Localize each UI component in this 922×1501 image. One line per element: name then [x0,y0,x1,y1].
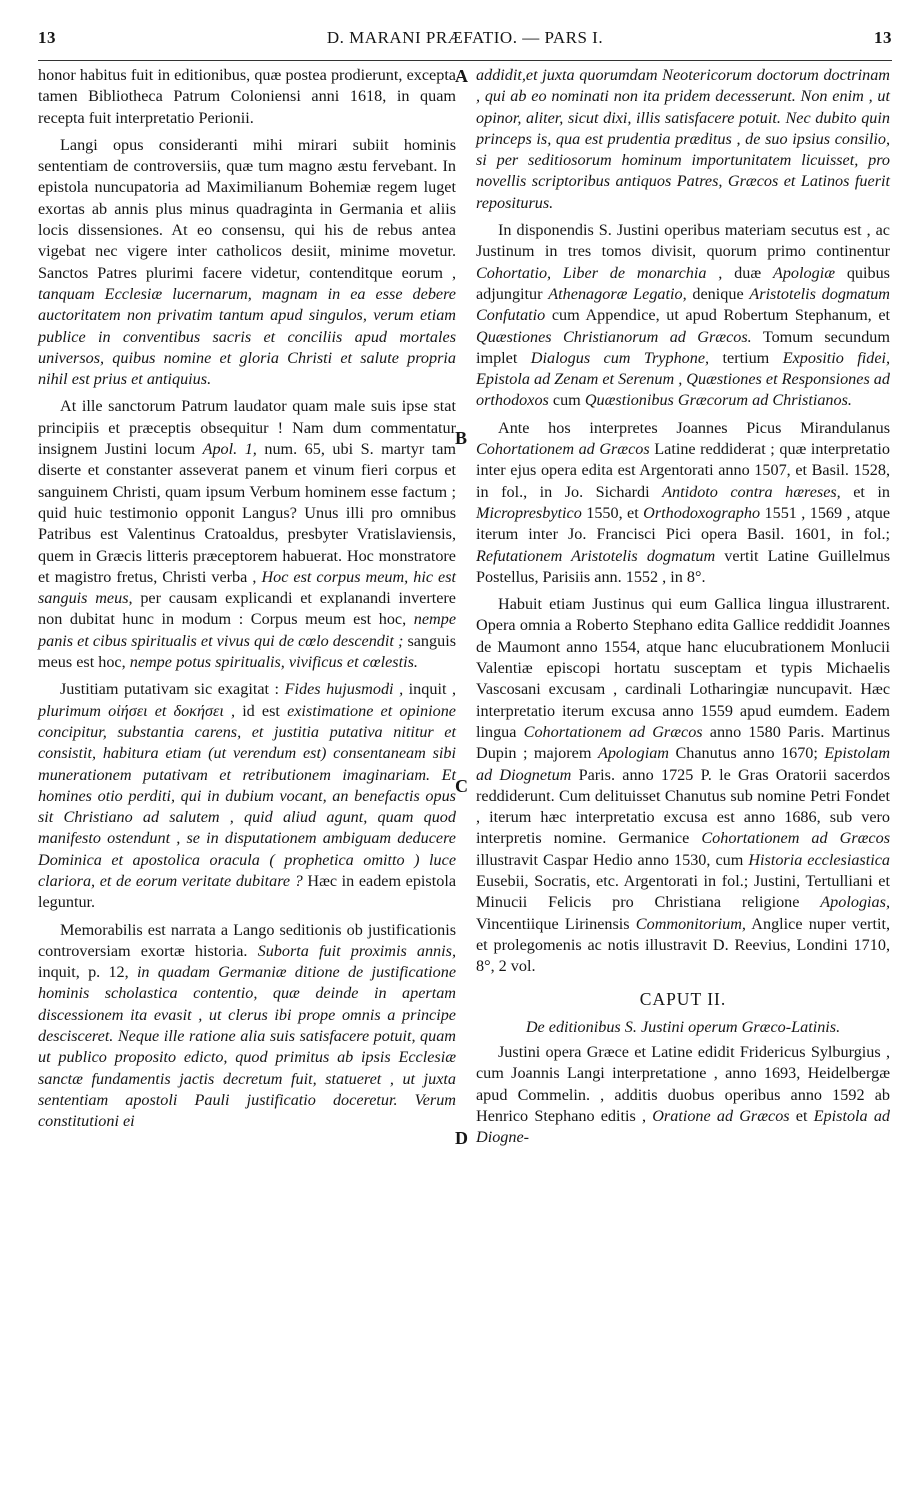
margin-marker-b: B [455,428,468,448]
margin-marker-a: A [455,66,468,86]
paragraph: Langi opus consideranti mihi mirari subiit hominis sententiam de controversiis, quæ tum magno æstu fervebant. In epistola nuncupatoria ad Maximilianum Bohemiæ regem luget exortas ab annis plus minus quadraginta in Germania et aliis locis dissensiones. At eo consensu, qui his de rebus antea vigebat nec vigere inter catholicos desiit, minime movetur. Sanctos Patres plurimi facere videtur, contenditque eorum , tanquam Ecclesiæ lucernarum, magnam in ea esse debere auctoritatem non privatim tantum apud singulos, verum etiam publice in conventibus sacris et conciliis apud mortales universos, quibus nomine et gloria Christi et salute propria nihil est prius et antiquius. [38,135,456,389]
chapter-subtitle: De editionibus S. Justini operum Græco-Latinis. [525,1017,841,1036]
margin-marker-d: D [455,1128,468,1148]
header-rule [38,60,892,61]
running-title: D. MARANI PRÆFATIO. — PARS I. [326,28,604,47]
paragraph: Justini opera Græce et Latine edidit Fridericus Sylburgius , cum Joannis Langi interpretatione , anno 1693, Heidelbergæ apud Commelin. , additis duobus operibus anno 1592 ab Henrico Stephano editis , Oratione ad Græcos et Epistola ad Diogne- [476,1043,891,1147]
paragraph: Habuit etiam Justinus qui eum Gallica lingua illustrarent. Opera omnia a Roberto Stephano edita Gallice reddidit Joannes de Maumont anno 1554, atque hanc elucubrationem Monlucii Valentiæ episcopi hortatu susceptam et typis Michaelis Vascosani excusam , cardinali Lotharingiæ nuncupavit. Hæc interpretatio iterum excusa anno 1559 apud eumdem. Eadem lingua Cohortationem ad Græcos anno 1580 Paris. Martinus Dupin ; majorem Apologiam Chanutus anno 1670; Epistolam ad Diognetum Paris. anno 1725 P. le Gras Oratorii sacerdos reddiderunt. Cum delituisset Chanutus sub nomine Petri Fondet , iterum hæc interpretatio excusa est anno 1686, sub vero interpretis nomine. Germanice Cohortationem ad Græcos illustravit Caspar Hedio anno 1530, cum Historia ecclesiastica Eusebii, Socratis, etc. Argentorati in fol.; Justini, Tertulliani et Minucii Felicis pro Christiana religione Apologias, Vincentiique Lirinensis Commonitorium, Anglice nuper vertit, et prolegomenis ac notis illustravit D. Reevius, Londini 1710, 8°, 2 vol. [476,595,891,976]
running-header [38,28,892,54]
paragraph: Justitiam putativam sic exagitat : Fides hujusmodi , inquit , plurimum οἰήσει et δοκήσει , id est existimatione et opinione concipitur, substantia carens, et justitia putativa nititur et consistit, habitura etiam (ut verendum est) consentaneam sibi munerationem putativam et retributionem imaginariam. Et homines otio perditi, qui in dubium vocant, an benefactis opus sit Christiano ad salutem , quid aliud agunt, quam quod manifesto ostendunt , se in disputationem ambiguam deducere Dominica et apostolica oracula ( prophetica omitto ) luce clariora, et de eorum veritate dubitare ? Hæc in eadem epistola leguntur. [38,680,457,912]
paragraph: addidit,et juxta quorumdam Neotericorum doctorum doctrinam , qui ab eo nominati non ita pridem decesserunt. Non enim , ut opinor, aliter, sicut dixi, illis satisfacere potuit. Nec dubito quin princeps is, qua est prudentia præditus , de suo ipsius consilio, si per seditiosorum hominum importunitatem licuisset, pro novellis scriptoribus antiquos Patres, Græcos et Latinos fuerit repositurus. [476,66,890,212]
right-column [476,65,890,1155]
chapter-heading: CAPUT II. [639,989,727,1010]
left-column [38,65,456,1139]
paragraph: At ille sanctorum Patrum laudator quam male suis ipse stat principiis et præceptis obsequitur ! Nam dum commentatur insignem Justini locum Apol. 1, num. 65, ubi S. martyr tam diserte et constanter asseverat panem et vinum fieri corpus et sanguinem Christi, quam ipsum Verbum hominem esse factum ; quid huic testimonio opponit Langus? Unus illi pro omnibus Patribus est Valentinus Cratoaldus, presbyter Vratislaviensis, quem in Græcis litteris præceptorem habuerat. Hoc monstratore et magistro fretus, Christi verba , Hoc est corpus meum, hic est sanguis meus, per causam explicandi et explanandi invertere non dubitat hunc in modum : Corpus meum est hoc, nempe panis et cibus spiritualis et vivus qui de cœlo descendit ; sanguis meus est hoc, nempe potus spiritualis, vivificus et cœlestis. [38,397,457,672]
paragraph: honor habitus fuit in editionibus, quæ postea prodierunt, excepta tamen Bibliotheca Patrum Coloniensi anni 1618, in quam recepta fuit interpretatio Perionii. [38,66,456,127]
paragraph: Memorabilis est narrata a Lango seditionis ob justificationis controversiam exortæ historia. Suborta fuit proximis annis, inquit, p. 12, in quadam Germaniæ ditione de justificatione hominis scholastica contentio, quæ deinde in apertam discessionem ita evasit , ut clerus ibi prope omnis a principe descisceret. Neque ille ratione alia suis satisfacere potuit, quam ut publico proposito edicto, quod primitus ab ipsis Ecclesiæ sanctæ fundamentis jactis decretum fuit, statueret , ut juxta sententiam apostoli Pauli justificatio doceretur. Verum constitutioni ei [38,920,457,1131]
page-number-right: 13 [874,28,892,47]
margin-marker-c: C [455,776,468,796]
page-number-left: 13 [38,28,56,47]
paragraph: In disponendis S. Justini operibus materiam secutus est , ac Justinum in tres tomos divisit, quorum primo continentur Cohortatio, Liber de monarchia , duæ Apologiæ quibus adjungitur Athenagoræ Legatio, denique Aristotelis dogmatum Confutatio cum Appendice, ut apud Robertum Stephanum, et Quæstiones Christianorum ad Græcos. Tomum secundum implet Dialogus cum Tryphone, tertium Expositio fidei, Epistola ad Zenam et Serenum , Quæstiones et Responsiones ad orthodoxos cum Quæstionibus Græcorum ad Christianos. [476,221,891,410]
paragraph: Ante hos interpretes Joannes Picus Mirandulanus Cohortationem ad Græcos Latine reddiderat ; quæ interpretatio inter ejus opera edita est Argentorati anno 1507, et Basil. 1528, in fol., in Jo. Sichardi Antidoto contra hæreses, et in Micropresbytico 1550, et Orthodoxographo 1551 , 1569 , atque iterum inter Jo. Francisci Pici opera Basil. 1601, in fol.; Refutationem Aristotelis dogmatum vertit Latine Guillelmus Postellus, Parisiis ann. 1552 , in 8°. [476,418,891,586]
